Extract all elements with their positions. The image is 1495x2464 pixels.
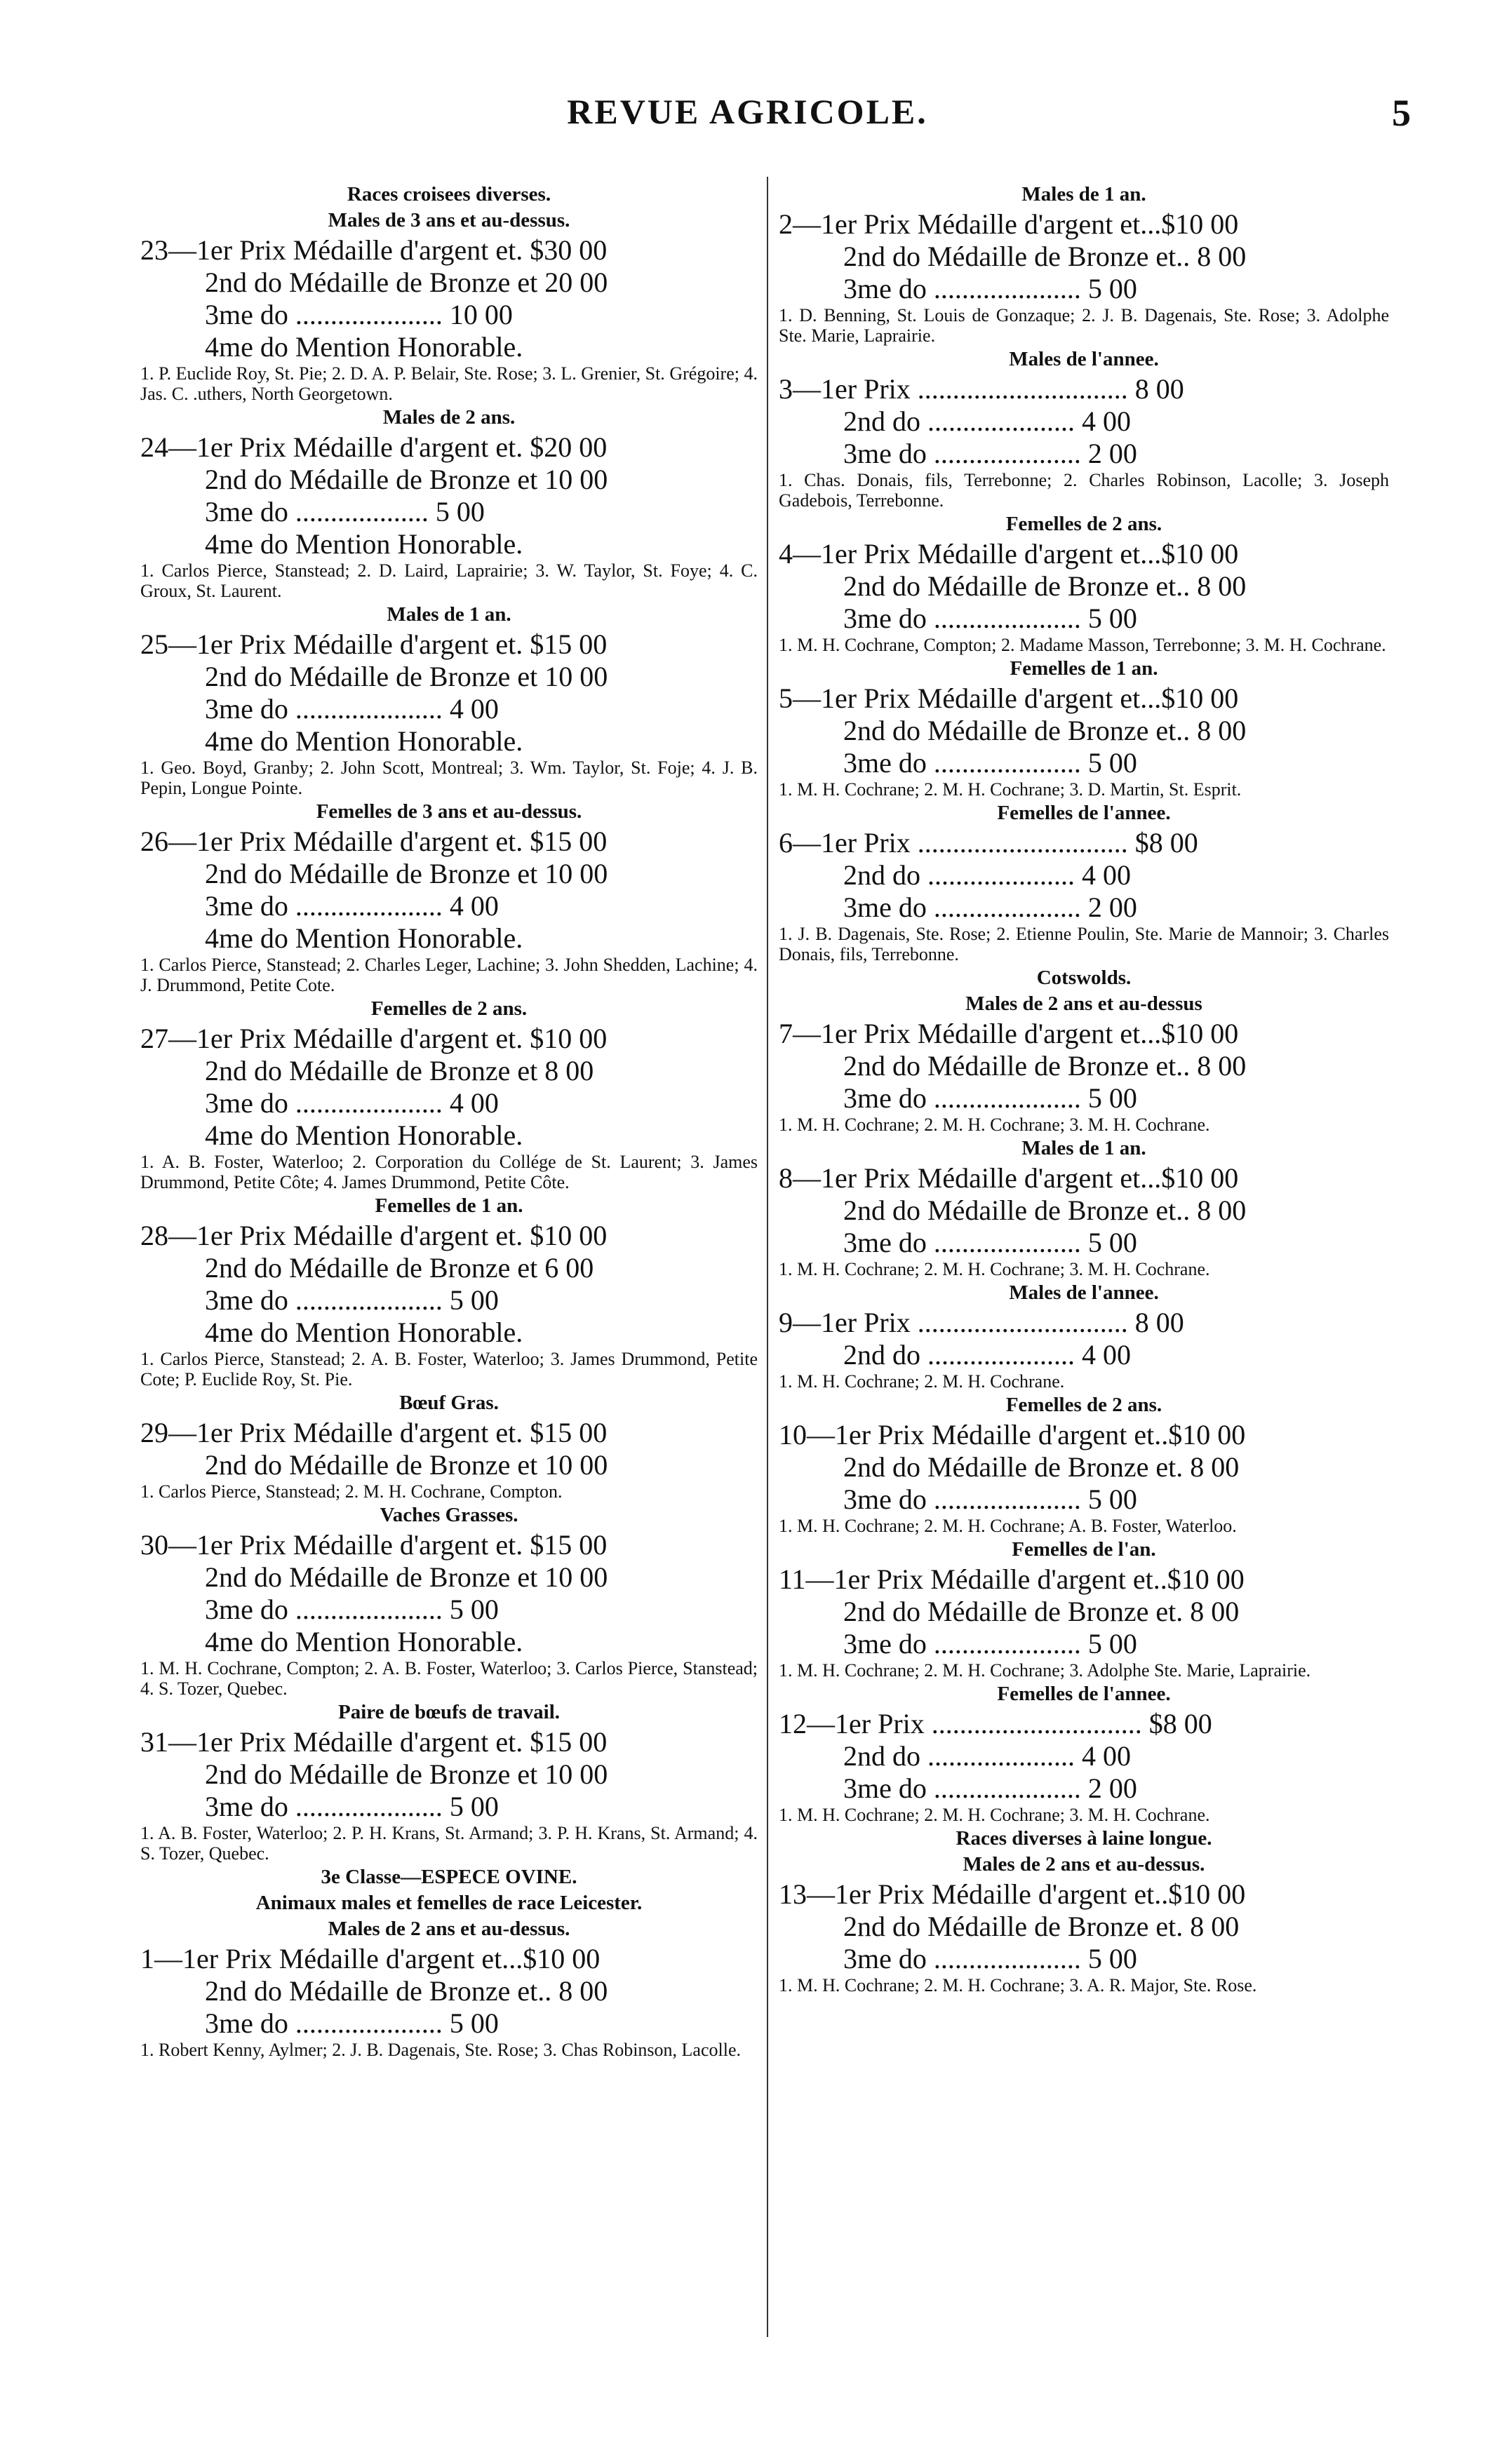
prize-line: 3me do ................... 5 00 <box>205 496 485 527</box>
prize-line: 2nd do Médaille de Bronze et.. 8 00 <box>843 1050 1247 1082</box>
prize-line-first: 3—1er Prix .............................. 8 00 <box>779 373 1184 405</box>
prize-entry <box>779 682 1389 800</box>
prize-line: 2nd do ..................... 4 00 <box>843 1740 1131 1772</box>
prize-line: 3me do ..................... 5 00 <box>843 1082 1137 1114</box>
prize-line: 3me do ..................... 5 00 <box>843 1227 1137 1258</box>
prize-line: 3me do ..................... 2 00 <box>843 438 1137 469</box>
section-heading: Males de 3 ans et au-dessus. <box>328 209 570 231</box>
winners-list: 1. M. H. Cochrane; 2. M. H. Cochrane; 3. A. R. Major, Ste. Rose. <box>779 1975 1257 1995</box>
page-number: 5 <box>1392 92 1411 134</box>
prize-line: 3me do ..................... 5 00 <box>843 747 1137 779</box>
section-heading: Femelles de 3 ans et au-dessus. <box>316 800 582 823</box>
prize-line-first: 1—1er Prix Médaille d'argent et...$10 00 <box>140 1943 601 1974</box>
winners-list: 1. Carlos Pierce, Stanstead; 2. Charles Leger, Lachine; 3. John Shedden, Lachine; 4. J. Drummond, Petite Cote. <box>140 955 758 995</box>
section-heading: Cotswolds. <box>1036 967 1132 989</box>
prize-entry <box>140 234 758 404</box>
section-heading: Femelles de 2 ans. <box>1005 1394 1162 1416</box>
prize-line: 2nd do ..................... 4 00 <box>843 405 1131 437</box>
prize-entry <box>140 628 758 798</box>
prize-entry <box>140 1417 758 1502</box>
prize-line: 2nd do Médaille de Bronze et 10 00 <box>205 1449 608 1481</box>
prize-entry <box>779 208 1389 346</box>
section-heading: Paire de bœufs de travail. <box>337 1701 561 1723</box>
winners-list: 1. M. H. Cochrane; 2. M. H. Cochrane; 3. Adolphe Ste. Marie, Laprairie. <box>779 1660 1311 1681</box>
right-column <box>779 181 1389 1997</box>
prize-line: 3me do ..................... 4 00 <box>205 1087 499 1119</box>
running-title: REVUE AGRICOLE. <box>567 92 928 131</box>
section-heading: Femelles de l'an. <box>1012 1538 1156 1561</box>
winners-list: 1. M. H. Cochrane; 2. M. H. Cochrane; A. B. Foster, Waterloo. <box>779 1516 1237 1536</box>
prize-entry <box>140 826 758 995</box>
prize-line: 3me do ..................... 5 00 <box>843 602 1137 634</box>
prize-line-first: 11—1er Prix Médaille d'argent et..$10 00 <box>779 1563 1245 1595</box>
prize-line: 2nd do Médaille de Bronze et. 8 00 <box>843 1596 1240 1627</box>
section-heading: 3e Classe—ESPECE OVINE. <box>321 1866 577 1888</box>
section-heading: Males de 2 ans et au-dessus. <box>963 1853 1205 1876</box>
prize-entry <box>140 431 758 601</box>
section-heading: Vaches Grasses. <box>380 1504 518 1526</box>
section-heading: Males de 2 ans. <box>382 406 516 429</box>
prize-line-first: 4—1er Prix Médaille d'argent et...$10 00 <box>779 538 1239 570</box>
prize-entry <box>140 1726 758 1864</box>
prize-line: 2nd do ..................... 4 00 <box>843 859 1131 891</box>
prize-line: 2nd do Médaille de Bronze et 10 00 <box>205 1758 608 1790</box>
section-heading: Males de 1 an. <box>1021 1137 1146 1159</box>
prize-line: 3me do ..................... 5 00 <box>843 273 1137 304</box>
winners-list: 1. Carlos Pierce, Stanstead; 2. A. B. Foster, Waterloo; 3. James Drummond, Petite Cote; P. Euclide Roy, St. Pie. <box>140 1349 758 1389</box>
prize-line: 3me do ..................... 4 00 <box>205 693 499 725</box>
winners-list: 1. P. Euclide Roy, St. Pie; 2. D. A. P. Belair, Ste. Rose; 3. L. Grenier, St. Grégoire; 4. Jas. C. .uthers, North Georgetown. <box>140 363 758 404</box>
prize-line: 4me do Mention Honorable. <box>205 1119 523 1151</box>
column-divider <box>767 177 768 2337</box>
section-heading: Males de 1 an. <box>387 603 511 626</box>
prize-line: 3me do ..................... 5 00 <box>205 1594 499 1625</box>
winners-list: 1. Robert Kenny, Aylmer; 2. J. B. Dagenais, Ste. Rose; 3. Chas Robinson, Lacolle. <box>140 2040 741 2060</box>
prize-line: 4me do Mention Honorable. <box>205 725 523 757</box>
prize-entry <box>140 1943 758 2060</box>
prize-line-first: 24—1er Prix Médaille d'argent et. $20 00 <box>140 431 608 463</box>
prize-line-first: 23—1er Prix Médaille d'argent et. $30 00 <box>140 234 608 266</box>
prize-line-first: 26—1er Prix Médaille d'argent et. $15 00 <box>140 826 608 857</box>
section-heading: Males de l'annee. <box>1009 1281 1159 1304</box>
prize-line: 3me do ..................... 5 00 <box>205 2007 499 2039</box>
section-heading: Femelles de 2 ans. <box>370 997 528 1020</box>
prize-line: 3me do ..................... 5 00 <box>843 1628 1137 1660</box>
prize-entry <box>779 1563 1389 1681</box>
winners-list: 1. M. H. Cochrane; 2. M. H. Cochrane; 3. M. H. Cochrane. <box>779 1115 1210 1135</box>
prize-line: 3me do ..................... 5 00 <box>205 1791 499 1822</box>
prize-line-first: 12—1er Prix .............................. $8 00 <box>779 1708 1212 1739</box>
section-heading: Femelles de 1 an. <box>1010 657 1158 680</box>
prize-line: 3me do ..................... 2 00 <box>843 1772 1137 1804</box>
prize-line-first: 28—1er Prix Médaille d'argent et. $10 00 <box>140 1220 608 1251</box>
prize-line: 3me do ..................... 2 00 <box>843 891 1137 923</box>
prize-entry <box>779 1162 1389 1279</box>
section-heading: Femelles de l'annee. <box>997 802 1171 824</box>
prize-line: 3me do ..................... 5 00 <box>205 1284 499 1316</box>
prize-entry <box>779 1419 1389 1536</box>
prize-line: 2nd do Médaille de Bronze et 6 00 <box>205 1252 594 1284</box>
prize-line-first: 2—1er Prix Médaille d'argent et...$10 00 <box>779 208 1239 240</box>
prize-line-first: 31—1er Prix Médaille d'argent et. $15 00 <box>140 1726 608 1758</box>
prize-line: 3me do ..................... 5 00 <box>843 1943 1137 1974</box>
section-heading: Males de l'annee. <box>1009 348 1159 370</box>
prize-entry <box>779 1307 1389 1392</box>
prize-line: 2nd do Médaille de Bronze et.. 8 00 <box>205 1975 608 2007</box>
prize-line: 2nd do Médaille de Bronze et. 8 00 <box>843 1451 1240 1483</box>
prize-entry <box>779 373 1389 511</box>
winners-list: 1. D. Benning, St. Louis de Gonzaque; 2. J. B. Dagenais, Ste. Rose; 3. Adolphe Ste. Marie, Laprairie. <box>779 305 1389 346</box>
section-heading: Races diverses à laine longue. <box>956 1827 1212 1850</box>
prize-line: 2nd do Médaille de Bronze et 10 00 <box>205 464 608 495</box>
prize-line: 2nd do Médaille de Bronze et 20 00 <box>205 267 608 298</box>
prize-line: 2nd do Médaille de Bronze et 10 00 <box>205 661 608 692</box>
prize-line-first: 10—1er Prix Médaille d'argent et..$10 00 <box>779 1419 1246 1450</box>
prize-line-first: 29—1er Prix Médaille d'argent et. $15 00 <box>140 1417 608 1448</box>
winners-list: 1. Carlos Pierce, Stanstead; 2. M. H. Cochrane, Compton. <box>140 1481 563 1502</box>
prize-entry <box>779 538 1389 655</box>
prize-line-first: 6—1er Prix .............................. $8 00 <box>779 827 1198 859</box>
winners-list: 1. A. B. Foster, Waterloo; 2. Corporation du Collége de St. Laurent; 3. James Drummond, Petite Côte; 4. James Drummond, Petite Côte. <box>140 1152 758 1192</box>
prize-entry <box>140 1529 758 1699</box>
winners-list: 1. Carlos Pierce, Stanstead; 2. D. Laird, Laprairie; 3. W. Taylor, St. Foye; 4. C. Groux, St. Laurent. <box>140 560 758 601</box>
prize-entry <box>779 1018 1389 1135</box>
prize-line-first: 5—1er Prix Médaille d'argent et...$10 00 <box>779 682 1239 714</box>
prize-line: 3me do ..................... 10 00 <box>205 299 513 330</box>
winners-list: 1. M. H. Cochrane; 2. M. H. Cochrane; 3. D. Martin, St. Esprit. <box>779 779 1242 800</box>
prize-entry <box>779 1708 1389 1825</box>
winners-list: 1. M. H. Cochrane, Compton; 2. A. B. Foster, Waterloo; 3. Carlos Pierce, Stanstead; 4. S. Tozer, Quebec. <box>140 1658 758 1699</box>
prize-entry <box>140 1220 758 1389</box>
section-heading: Bœuf Gras. <box>399 1392 499 1414</box>
prize-line: 2nd do Médaille de Bronze et.. 8 00 <box>843 570 1247 602</box>
prize-line: 2nd do Médaille de Bronze et.. 8 00 <box>843 1194 1247 1226</box>
prize-entry <box>779 1878 1389 1995</box>
winners-list: 1. M. H. Cochrane; 2. M. H. Cochrane. <box>779 1371 1065 1392</box>
section-heading: Races croisees diverses. <box>347 183 551 206</box>
prize-line: 4me do Mention Honorable. <box>205 922 523 954</box>
winners-list: 1. A. B. Foster, Waterloo; 2. P. H. Krans, St. Armand; 3. P. H. Krans, St. Armand; 4. S. Tozer, Quebec. <box>140 1823 758 1864</box>
prize-entry <box>779 827 1389 964</box>
prize-line-first: 8—1er Prix Médaille d'argent et...$10 00 <box>779 1162 1239 1194</box>
prize-line: 3me do ..................... 5 00 <box>843 1483 1137 1515</box>
prize-line: 3me do ..................... 4 00 <box>205 890 499 922</box>
winners-list: 1. J. B. Dagenais, Ste. Rose; 2. Etienne Poulin, Ste. Marie de Mannoir; 3. Charles Donais, fils, Terrebonne. <box>779 924 1389 964</box>
winners-list: 1. Geo. Boyd, Granby; 2. John Scott, Montreal; 3. Wm. Taylor, St. Foje; 4. J. B. Pepin, Longue Pointe. <box>140 758 758 798</box>
prize-line-first: 30—1er Prix Médaille d'argent et. $15 00 <box>140 1529 608 1561</box>
section-heading: Femelles de 1 an. <box>375 1194 523 1217</box>
winners-list: 1. Chas. Donais, fils, Terrebonne; 2. Charles Robinson, Lacolle; 3. Joseph Gadebois, Terrebonne. <box>779 470 1389 511</box>
prize-line: 4me do Mention Honorable. <box>205 528 523 560</box>
prize-line: 2nd do Médaille de Bronze et 8 00 <box>205 1055 594 1086</box>
winners-list: 1. M. H. Cochrane, Compton; 2. Madame Masson, Terrebonne; 3. M. H. Cochrane. <box>779 635 1386 655</box>
section-heading: Femelles de l'annee. <box>997 1683 1171 1705</box>
winners-list: 1. M. H. Cochrane; 2. M. H. Cochrane; 3. M. H. Cochrane. <box>779 1805 1210 1825</box>
prize-line: 2nd do Médaille de Bronze et.. 8 00 <box>843 715 1247 746</box>
prize-line: 2nd do ..................... 4 00 <box>843 1339 1131 1371</box>
prize-line-first: 13—1er Prix Médaille d'argent et..$10 00 <box>779 1878 1246 1910</box>
section-heading: Femelles de 2 ans. <box>1005 513 1162 535</box>
prize-line: 2nd do Médaille de Bronze et 10 00 <box>205 858 608 889</box>
prize-line: 4me do Mention Honorable. <box>205 1317 523 1348</box>
page-header <box>0 91 1495 154</box>
prize-line-first: 25—1er Prix Médaille d'argent et. $15 00 <box>140 628 608 660</box>
section-heading: Animaux males et femelles de race Leicester. <box>255 1892 643 1914</box>
winners-list: 1. M. H. Cochrane; 2. M. H. Cochrane; 3. M. H. Cochrane. <box>779 1259 1210 1279</box>
prize-entry <box>140 1023 758 1192</box>
prize-line: 2nd do Médaille de Bronze et.. 8 00 <box>843 241 1247 272</box>
section-heading: Males de 1 an. <box>1021 183 1146 206</box>
section-heading: Males de 2 ans et au-dessus <box>965 992 1202 1015</box>
prize-line: 2nd do Médaille de Bronze et 10 00 <box>205 1561 608 1593</box>
prize-line: 2nd do Médaille de Bronze et. 8 00 <box>843 1911 1240 1942</box>
section-heading: Males de 2 ans et au-dessus. <box>328 1918 570 1940</box>
prize-line-first: 7—1er Prix Médaille d'argent et...$10 00 <box>779 1018 1239 1049</box>
prize-line-first: 9—1er Prix .............................. 8 00 <box>779 1307 1184 1338</box>
prize-line-first: 27—1er Prix Médaille d'argent et. $10 00 <box>140 1023 608 1054</box>
left-column <box>140 181 758 2061</box>
prize-line: 4me do Mention Honorable. <box>205 331 523 363</box>
prize-line: 4me do Mention Honorable. <box>205 1626 523 1657</box>
